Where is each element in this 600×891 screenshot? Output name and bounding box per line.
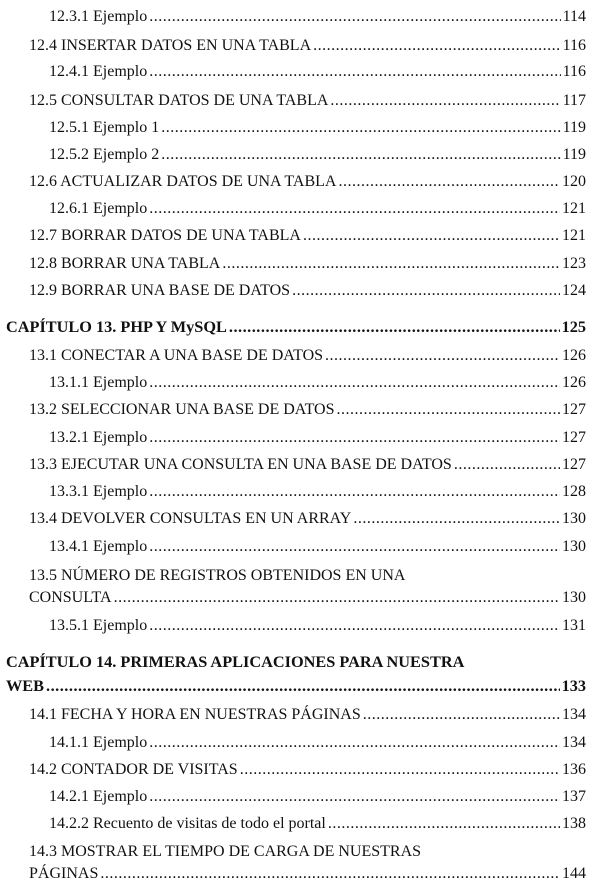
toc-entry — [29, 36, 586, 56]
dot-leader — [149, 199, 560, 219]
page-number: 134 — [562, 706, 586, 723]
dot-leader — [149, 7, 560, 27]
entry-title: 14.2.1 Ejemplo — [49, 788, 148, 805]
entry-title: 12.6.1 Ejemplo — [49, 200, 148, 217]
page-number: 133 — [561, 676, 586, 695]
entry-title: 14.3 MOSTRAR EL TIEMPO DE CARGA DE NUESTRAS — [29, 843, 422, 860]
page-number: 138 — [562, 815, 586, 832]
dot-leader — [313, 36, 560, 56]
toc-entry — [49, 787, 586, 807]
dot-leader — [303, 226, 560, 246]
entry-title: 12.5.2 Ejemplo 2 — [49, 146, 160, 163]
page-number: 124 — [562, 282, 586, 299]
toc-entry — [29, 864, 586, 884]
dot-leader — [325, 346, 560, 366]
page-number: 136 — [562, 761, 586, 778]
toc-entry — [29, 760, 586, 780]
entry-title: 12.9 BORRAR UNA BASE DE DATOS — [29, 282, 291, 299]
entry-title: 12.3.1 Ejemplo — [49, 8, 148, 25]
page-number: 128 — [562, 483, 586, 500]
dot-leader — [149, 537, 560, 557]
page-number: 116 — [562, 63, 586, 80]
entry-title: 13.2.1 Ejemplo — [49, 429, 148, 446]
toc-entry — [29, 588, 586, 608]
dot-leader — [454, 455, 560, 475]
entry-title: 14.1.1 Ejemplo — [49, 734, 148, 751]
entry-title: 13.1.1 Ejemplo — [49, 374, 148, 391]
page-number: 126 — [562, 374, 586, 391]
entry-title: 13.5 NÚMERO DE REGISTROS OBTENIDOS EN UNA — [29, 567, 406, 584]
toc-entry — [49, 482, 586, 502]
dot-leader — [149, 62, 560, 82]
entry-title: CAPÍTULO 13. PHP Y MySQL — [6, 317, 227, 336]
dot-leader — [353, 509, 560, 529]
dot-leader — [149, 373, 560, 393]
entry-title: 13.5.1 Ejemplo — [49, 617, 148, 634]
page-number: 127 — [562, 429, 586, 446]
toc-entry — [29, 346, 586, 366]
toc-entry — [49, 62, 586, 82]
dot-leader — [337, 400, 560, 420]
entry-title: 13.3.1 Ejemplo — [49, 483, 148, 500]
toc-entry — [49, 199, 586, 219]
dot-leader — [149, 428, 560, 448]
toc-entry — [49, 537, 586, 557]
page-number: 119 — [562, 119, 586, 136]
page-number: 144 — [562, 865, 586, 882]
page-number: 137 — [562, 788, 586, 805]
dot-leader — [222, 254, 560, 274]
entry-title: WEB — [6, 676, 45, 695]
entry-title: 13.4 DEVOLVER CONSULTAS EN UN ARRAY — [29, 510, 352, 527]
dot-leader — [149, 482, 560, 502]
page-number: 117 — [562, 92, 586, 109]
toc-entry — [29, 455, 586, 475]
toc-entry — [49, 814, 586, 834]
dot-leader — [363, 705, 560, 725]
toc-entry — [29, 226, 586, 246]
page-number: 130 — [562, 510, 586, 527]
page-number: 121 — [562, 227, 586, 244]
page-number: 120 — [562, 173, 586, 190]
dot-leader — [330, 91, 560, 111]
entry-title: 14.2.2 Recuento de visitas de todo el portal — [49, 815, 326, 832]
page-number: 114 — [562, 8, 586, 25]
entry-title: 12.4.1 Ejemplo — [49, 63, 148, 80]
entry-title: 12.4 INSERTAR DATOS EN UNA TABLA — [29, 37, 312, 54]
toc-entry — [49, 428, 586, 448]
entry-title: CAPÍTULO 14. PRIMERAS APLICACIONES PARA NUESTRA — [6, 652, 465, 671]
dot-leader — [161, 118, 560, 138]
dot-leader — [161, 145, 560, 165]
toc-entry — [29, 509, 586, 529]
dot-leader — [149, 787, 560, 807]
page-number: 130 — [562, 589, 586, 606]
chapter-heading — [6, 676, 586, 696]
entry-title: 13.2 SELECCIONAR UNA BASE DE DATOS — [29, 401, 335, 418]
dot-leader — [46, 676, 560, 696]
entry-title: 13.4.1 Ejemplo — [49, 538, 148, 555]
page-number: 121 — [562, 200, 586, 217]
toc-entry — [29, 281, 586, 301]
entry-title: 14.1 FECHA Y HORA EN NUESTRAS PÁGINAS — [29, 706, 361, 723]
entry-title: 13.1 CONECTAR A UNA BASE DE DATOS — [29, 347, 324, 364]
entry-title: 13.3 EJECUTAR UNA CONSULTA EN UNA BASE DE DATOS — [29, 456, 452, 473]
toc-entry — [29, 705, 586, 725]
page-number: 116 — [562, 37, 586, 54]
entry-title: PÁGINAS — [29, 865, 99, 882]
toc-entry — [49, 373, 586, 393]
toc-entry — [49, 118, 586, 138]
toc-entry-wrap — [29, 566, 586, 586]
page-number: 134 — [562, 734, 586, 751]
page-number: 130 — [562, 538, 586, 555]
entry-title: 14.2 CONTADOR DE VISITAS — [29, 761, 238, 778]
page-number: 123 — [562, 255, 586, 272]
page-number: 127 — [562, 401, 586, 418]
toc-entry — [49, 7, 586, 27]
dot-leader — [328, 814, 560, 834]
dot-leader — [149, 616, 560, 636]
dot-leader — [292, 281, 560, 301]
entry-title: 12.5 CONSULTAR DATOS DE UNA TABLA — [29, 92, 329, 109]
toc-entry — [29, 254, 586, 274]
entry-title: 12.6 ACTUALIZAR DATOS DE UNA TABLA — [29, 173, 337, 190]
toc-entry-wrap — [29, 842, 586, 862]
dot-leader — [338, 172, 560, 192]
toc-entry — [49, 145, 586, 165]
dot-leader — [100, 864, 560, 884]
chapter-heading-wrap — [6, 652, 586, 672]
toc-entry — [29, 91, 586, 111]
entry-title: 12.7 BORRAR DATOS DE UNA TABLA — [29, 227, 301, 244]
toc-entry — [29, 172, 586, 192]
dot-leader — [114, 588, 560, 608]
toc-entry — [49, 733, 586, 753]
chapter-heading — [6, 317, 586, 337]
page-number: 126 — [562, 347, 586, 364]
entry-title: 12.8 BORRAR UNA TABLA — [29, 255, 221, 272]
toc-entry — [29, 400, 586, 420]
page-number: 125 — [561, 317, 586, 336]
dot-leader — [229, 317, 560, 337]
toc-entry — [49, 616, 586, 636]
dot-leader — [149, 733, 560, 753]
entry-title: 12.5.1 Ejemplo 1 — [49, 119, 160, 136]
page-number: 119 — [562, 146, 586, 163]
entry-title: CONSULTA — [29, 589, 112, 606]
dot-leader — [240, 760, 560, 780]
page-number: 127 — [562, 456, 586, 473]
page-number: 131 — [562, 617, 586, 634]
